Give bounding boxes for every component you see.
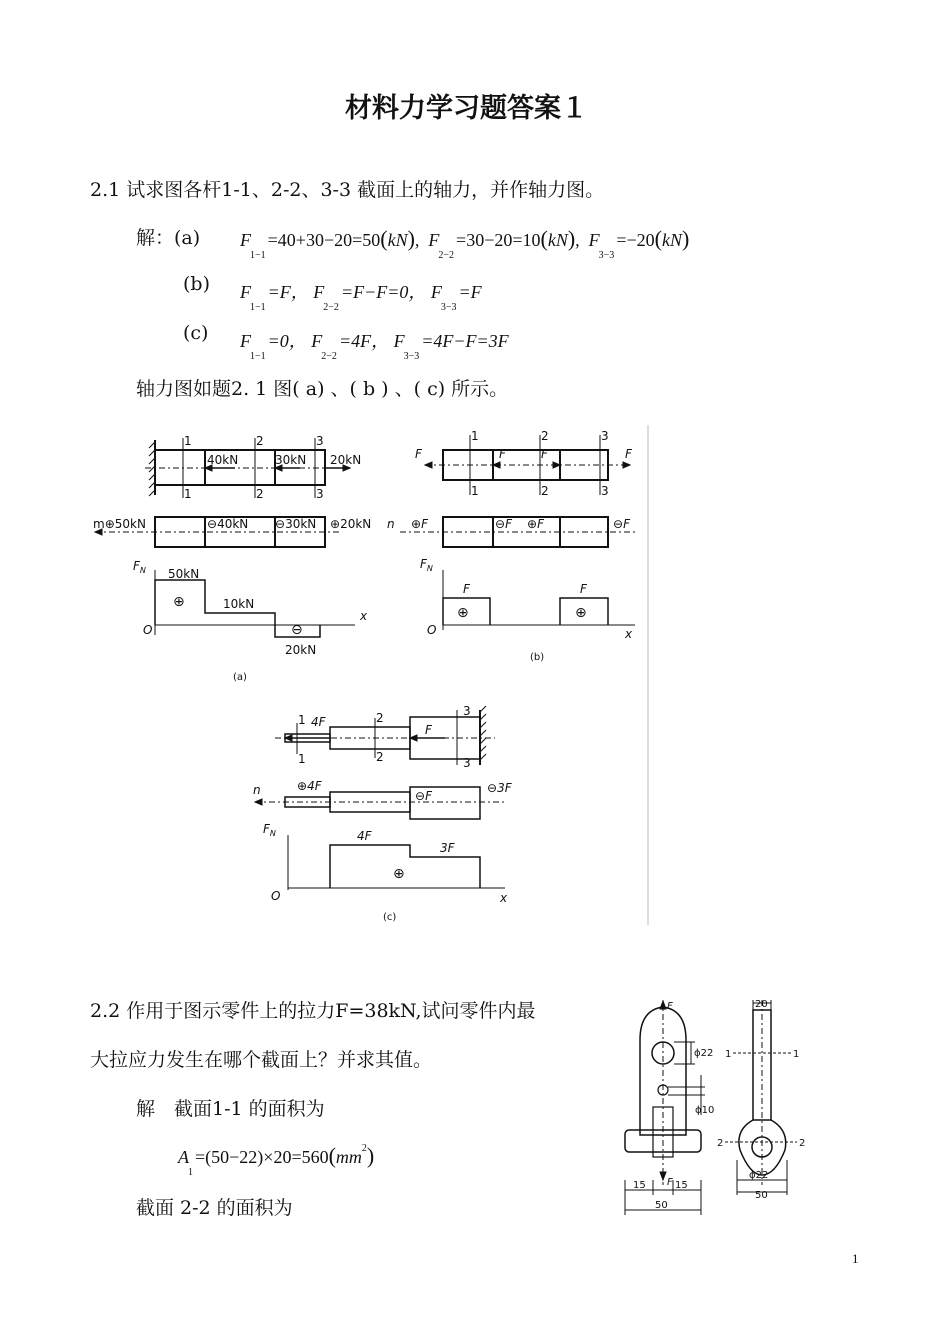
x-axis-label: x xyxy=(360,609,368,623)
section-label: 1 xyxy=(298,713,306,727)
figure-caption-text: 轴力图如题2. 1 图( a) 、( b ) 、( c) 所示。 xyxy=(136,378,509,400)
section-label: 2 xyxy=(717,1138,724,1149)
component-side-view xyxy=(725,1000,800,1195)
force-label: F xyxy=(541,447,548,461)
free-body-label: ⊖F xyxy=(495,517,512,531)
plus-sign-icon: ⊕ xyxy=(575,605,587,621)
figure-c-caption: (c) xyxy=(383,912,397,923)
solution-label-b: (b) xyxy=(183,273,210,295)
section-label: 3 xyxy=(601,429,609,443)
x-axis-label: x xyxy=(500,891,508,905)
free-body-label: ⊕F xyxy=(411,517,428,531)
origin-label: O xyxy=(271,889,281,903)
free-body-label: ⊕F xyxy=(527,517,544,531)
problem-2-1-text: 2.1 试求图各杆1-1、2-2、3-3 截面上的轴力，并作轴力图。 xyxy=(90,179,605,201)
force-label: F xyxy=(499,447,506,461)
section-label: 2 xyxy=(541,429,549,443)
dimension-label: ϕ10 xyxy=(695,1105,715,1116)
problem-2-2-text-line1: 2.2 作用于图示零件上的拉力F=38kN,试问零件内最 xyxy=(90,1000,536,1022)
free-body-label: n xyxy=(253,783,261,797)
section-label: 1 xyxy=(184,434,192,448)
free-body-label: ⊖40kN xyxy=(207,517,249,531)
dimension-label: 15 xyxy=(675,1180,688,1191)
fn-axis-label: $F_N$ xyxy=(263,822,276,838)
figure-c-free-body xyxy=(255,787,505,819)
force-label: F xyxy=(667,1177,673,1188)
diagram-value: F xyxy=(463,582,470,596)
dimension-label: 20 xyxy=(755,999,768,1010)
page-title: 材料力学习题答案１ xyxy=(345,93,588,124)
axial-force-diagrams-figure xyxy=(85,420,655,930)
section-label: 3 xyxy=(601,484,609,498)
section-label: 1 xyxy=(298,752,306,766)
area-equation-1: $A_1=(50-22)\times 20=560(mm^2)$ xyxy=(178,1143,375,1178)
origin-label: O xyxy=(427,623,437,637)
load-label: F xyxy=(425,723,432,737)
solution-2-2-line2: 截面 2-2 的面积为 xyxy=(136,1197,293,1219)
diagram-value: 10kN xyxy=(223,597,255,611)
diagram-value: 4F xyxy=(357,829,372,843)
section-label: 2 xyxy=(799,1138,806,1149)
dimension-label: 50 xyxy=(655,1200,668,1211)
section-label: 3 xyxy=(316,434,324,448)
solution-label-a: 解：(a) xyxy=(136,227,201,249)
section-label: 3 xyxy=(316,487,324,501)
free-body-label: ⊖F xyxy=(415,789,432,803)
section-label: 3 xyxy=(463,756,471,770)
equation-b: $F_{1-1}=F$， $F_{2-2}=F-F=0$， $F_{3-3}=F$ xyxy=(240,282,482,313)
figure-b-caption: (b) xyxy=(530,652,545,663)
free-body-label: ⊕4F xyxy=(297,779,322,793)
figure-b-axial-diagram xyxy=(443,570,635,630)
force-label: F xyxy=(415,447,422,461)
section-label: 1 xyxy=(184,487,192,501)
diagram-value: 20kN xyxy=(285,643,317,657)
page-number: 1 xyxy=(852,1251,859,1266)
free-body-label: ⊖3F xyxy=(487,781,512,795)
fn-axis-label: $F_N$ xyxy=(420,557,433,573)
link-component-figure xyxy=(615,995,815,1225)
solution-2-2-line1: 解 截面1-1 的面积为 xyxy=(136,1098,325,1120)
force-label: F xyxy=(667,1001,673,1012)
x-axis-label: x xyxy=(625,627,633,641)
section-label: 2 xyxy=(376,750,384,764)
plus-sign-icon: ⊕ xyxy=(393,866,405,882)
diagram-value: F xyxy=(580,582,587,596)
load-label: 30kN xyxy=(275,453,307,467)
load-label: 20kN xyxy=(330,453,362,467)
minus-sign-icon: ⊖ xyxy=(291,622,303,638)
dimension-label: 50 xyxy=(755,1190,768,1201)
diagram-value: 50kN xyxy=(168,567,200,581)
section-label: 2 xyxy=(376,711,384,725)
load-label: 4F xyxy=(311,715,326,729)
equation-c: $F_{1-1}=0$， $F_{2-2}=4F$， $F_{3-3}=4F-F=3F$ xyxy=(240,331,509,362)
dimension-label: ϕ22 xyxy=(749,1170,769,1181)
section-label: 3 xyxy=(463,704,471,718)
figure-b-bar xyxy=(425,435,630,495)
free-body-label: ⊕20kN xyxy=(330,517,372,531)
diagram-value: 3F xyxy=(440,841,455,855)
section-label: 1 xyxy=(471,429,479,443)
free-body-label: n xyxy=(387,517,395,531)
solution-label-c: (c) xyxy=(183,322,209,344)
section-label: 2 xyxy=(256,434,264,448)
section-label: 1 xyxy=(471,484,479,498)
equation-a: $F_{1-1}=40+30-20=50(kN)$, $F_{2-2}=30-20=10(kN)$, $F_{3-3}=-20(kN)$ xyxy=(240,226,690,261)
section-label: 1 xyxy=(725,1049,732,1060)
load-label: 40kN xyxy=(207,453,239,467)
section-label: 1 xyxy=(793,1049,800,1060)
figure-b-free-body xyxy=(400,517,635,547)
plus-sign-icon: ⊕ xyxy=(173,594,185,610)
free-body-label: ⊖30kN xyxy=(275,517,317,531)
plus-sign-icon: ⊕ xyxy=(457,605,469,621)
dimension-label: ϕ22 xyxy=(694,1048,714,1059)
free-body-label: ⊖F xyxy=(613,517,630,531)
section-label: 2 xyxy=(541,484,549,498)
figure-c-bar xyxy=(275,706,495,765)
problem-2-2-text-line2: 大拉应力发生在哪个截面上？并求其值。 xyxy=(90,1049,433,1071)
fn-axis-label: $F_N$ xyxy=(133,559,146,575)
origin-label: O xyxy=(143,623,153,637)
section-label: 2 xyxy=(256,487,264,501)
figure-a-caption: (a) xyxy=(233,672,247,683)
free-body-label: m⊕50kN xyxy=(93,517,146,531)
dimension-label: 15 xyxy=(633,1180,646,1191)
force-label: F xyxy=(625,447,632,461)
